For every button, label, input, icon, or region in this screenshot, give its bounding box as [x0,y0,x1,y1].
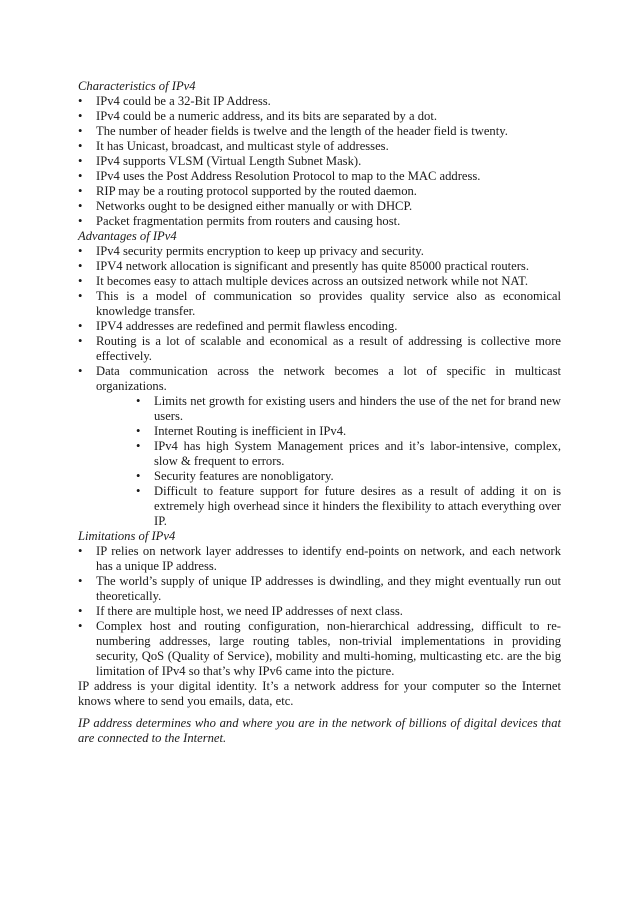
limitations-list [78,544,561,679]
sub-list-item: • IPv4 has high System Management prices and it’s labor-intensive, complex, slow & frequent to errors. [136,439,561,469]
list-item: • It has Unicast, broadcast, and multicast style of addresses. [78,139,561,154]
advantages-heading: Advantages of IPv4 [78,229,177,243]
document-page [78,79,561,746]
list-item: • IPv4 could be a numeric address, and its bits are separated by a dot. [78,109,561,124]
sub-list-item: • Difficult to feature support for future desires as a result of adding it on is extremely high overhead since it hinders the flexibility to attach everything over IP. [136,484,561,529]
list-item: • IPV4 addresses are redefined and permit flawless encoding. [78,319,561,334]
list-item: • The number of header fields is twelve and the length of the header field is twenty. [78,124,561,139]
sub-list-item: • Security features are nonobligatory. [136,469,561,484]
list-item: • IPv4 supports VLSM (Virtual Length Subnet Mask). [78,154,561,169]
list-item: • IPV4 network allocation is significant and presently has quite 85000 practical routers. [78,259,561,274]
advantages-sublist [78,394,561,529]
advantages-list [78,244,561,394]
list-item: • IPv4 uses the Post Address Resolution Protocol to map to the MAC address. [78,169,561,184]
closing-paragraph: IP address determines who and where you are in the network of billions of digital devices that are connected to the Internet. [78,716,561,745]
list-item: • Networks ought to be designed either manually or with DHCP. [78,199,561,214]
list-item: • IPv4 could be a 32-Bit IP Address. [78,94,561,109]
list-item: • Packet fragmentation permits from routers and causing host. [78,214,561,229]
characteristics-heading: Characteristics of IPv4 [78,79,196,93]
sub-list-item: • Limits net growth for existing users and hinders the use of the net for brand new users. [136,394,561,424]
list-item: • RIP may be a routing protocol supported by the routed daemon. [78,184,561,199]
list-item: • Complex host and routing configuration, non-hierarchical addressing, difficult to re-numbering addresses, large routing tables, non-trivial implementations in providing security, QoS (Quality of Service), mobility and multi-homing, multicasting etc. are the big limitation of IPv4 so that’s why IPv6 came into the picture. [78,619,561,679]
sub-list-item: • Internet Routing is inefficient in IPv4. [136,424,561,439]
summary-paragraph: IP address is your digital identity. It’s a network address for your computer so the Internet knows where to send you emails, data, etc. [78,679,561,708]
list-item: • IP relies on network layer addresses to identify end-points on network, and each network has a unique IP address. [78,544,561,574]
list-item: • The world’s supply of unique IP addresses is dwindling, and they might eventually run out theoretically. [78,574,561,604]
list-item: • IPv4 security permits encryption to keep up privacy and security. [78,244,561,259]
list-item: • It becomes easy to attach multiple devices across an outsized network while not NAT. [78,274,561,289]
limitations-heading: Limitations of IPv4 [78,529,176,543]
list-item: • Routing is a lot of scalable and economical as a result of addressing is collective more effectively. [78,334,561,364]
characteristics-list [78,94,561,229]
list-item: • If there are multiple host, we need IP addresses of next class. [78,604,561,619]
list-item: • This is a model of communication so provides quality service also as economical knowledge transfer. [78,289,561,319]
list-item: • Data communication across the network becomes a lot of specific in multicast organizations. [78,364,561,394]
